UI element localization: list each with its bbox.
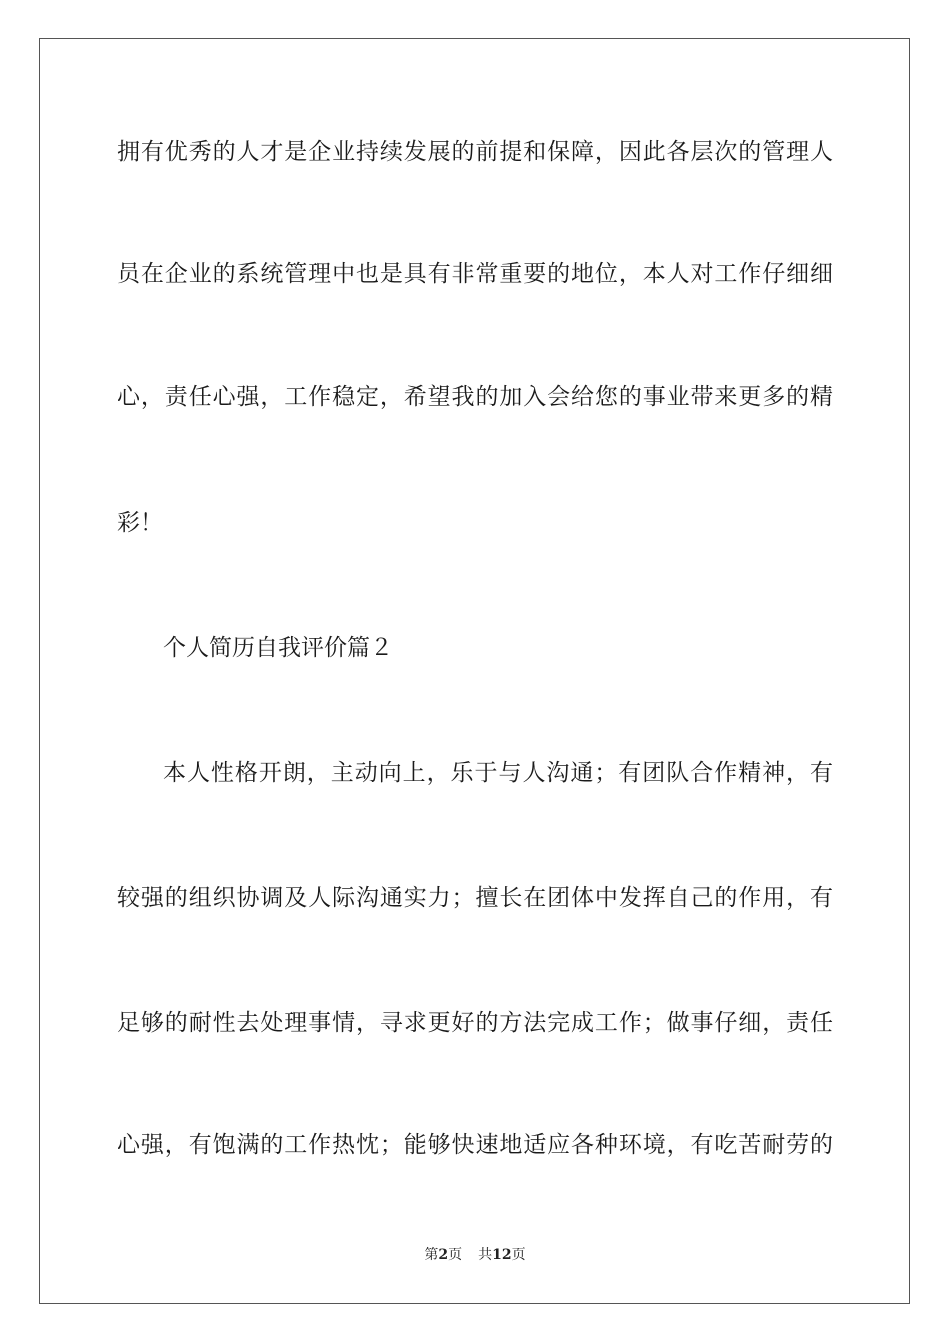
page-border — [39, 38, 910, 1304]
paragraph-line: 较强的组织协调及人际沟通实力；擅长在团体中发挥自己的作用，有 — [117, 885, 833, 911]
paragraph-line: 员在企业的系统管理中也是具有非常重要的地位，本人对工作仔细细 — [117, 261, 833, 287]
paragraph-line: 拥有优秀的人才是企业持续发展的前提和保障，因此各层次的管理人 — [117, 139, 833, 165]
paragraph-line: 心强，有饱满的工作热忱；能够快速地适应各种环境，有吃苦耐劳的 — [117, 1132, 833, 1158]
footer-total-number: 12 — [492, 1247, 512, 1263]
paragraph-line: 心，责任心强，工作稳定，希望我的加入会给您的事业带来更多的精 — [117, 384, 833, 410]
page-footer — [0, 1246, 950, 1264]
paragraph-line: 本人性格开朗，主动向上，乐于与人沟通；有团队合作精神，有 — [163, 760, 833, 786]
footer-page-suffix: 页 — [448, 1247, 463, 1263]
footer-total-suffix: 页 — [511, 1247, 526, 1263]
footer-total-prefix: 共 — [478, 1247, 493, 1263]
paragraph-line: 彩！ — [117, 510, 163, 536]
footer-page-number: 2 — [438, 1247, 449, 1263]
footer-page-prefix: 第 — [424, 1247, 439, 1263]
paragraph-line: 足够的耐性去处理事情，寻求更好的方法完成工作；做事仔细，责任 — [117, 1010, 833, 1036]
section-heading: 个人简历自我评价篇２ — [163, 635, 393, 661]
